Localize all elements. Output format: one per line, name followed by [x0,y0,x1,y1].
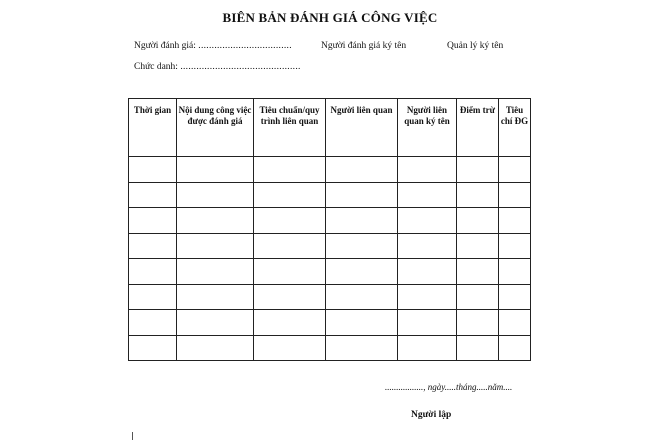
table-cell[interactable] [457,335,499,361]
header-standard: Tiêu chuẩn/quy trình liên quan [254,99,326,157]
table-cell[interactable] [499,259,531,285]
table-cell[interactable] [398,208,457,234]
header-related-signature: Người liên quan ký tên [398,99,457,157]
header-time: Thời gian [129,99,177,157]
table-cell[interactable] [129,335,177,361]
table-cell[interactable] [398,310,457,336]
table-cell[interactable] [254,310,326,336]
table-cell[interactable] [326,284,398,310]
date-line: ................., ngày.....tháng.....năm.... [385,382,513,392]
table-cell[interactable] [326,208,398,234]
table-cell[interactable] [326,157,398,183]
table-cell[interactable] [457,310,499,336]
table-cell[interactable] [254,182,326,208]
table-cell[interactable] [254,284,326,310]
table-cell[interactable] [177,259,254,285]
table-cell[interactable] [457,208,499,234]
table-cell[interactable] [177,284,254,310]
table-cell[interactable] [499,233,531,259]
table-cell[interactable] [177,335,254,361]
table-cell[interactable] [457,182,499,208]
position-dots: ............................................. [180,62,301,72]
table-cell[interactable] [457,233,499,259]
position-label: Chức danh: [134,62,178,72]
table-cell[interactable] [326,182,398,208]
table-cell[interactable] [177,233,254,259]
table-cell[interactable] [129,259,177,285]
evaluator-label: Người đánh giá: [134,41,196,51]
table-row [129,335,531,361]
page-edge-mark [132,432,133,440]
table-row [129,208,531,234]
table-cell[interactable] [398,182,457,208]
evaluation-table [128,98,531,361]
table-row [129,259,531,285]
table-cell[interactable] [499,157,531,183]
position-line [134,62,301,72]
document-title: BIÊN BẢN ĐÁNH GIÁ CÔNG VIỆC [222,10,438,25]
table-row [129,233,531,259]
table-row [129,182,531,208]
table-cell[interactable] [129,208,177,234]
table-cell[interactable] [499,284,531,310]
table-cell[interactable] [457,284,499,310]
table-cell[interactable] [254,157,326,183]
header-criteria: Tiêu chí ĐG [499,99,531,157]
table-body [129,157,531,361]
table-cell[interactable] [457,157,499,183]
table-cell[interactable] [326,259,398,285]
table-cell[interactable] [398,259,457,285]
table-cell[interactable] [129,233,177,259]
header-related-person: Người liên quan [326,99,398,157]
table-cell[interactable] [254,208,326,234]
table-cell[interactable] [326,310,398,336]
table-cell[interactable] [129,310,177,336]
table-row [129,284,531,310]
table-cell[interactable] [398,233,457,259]
table-cell[interactable] [254,259,326,285]
table-cell[interactable] [326,233,398,259]
table-cell[interactable] [129,182,177,208]
table-cell[interactable] [398,284,457,310]
header-deduction: Điểm trừ [457,99,499,157]
table-cell[interactable] [177,310,254,336]
table-row [129,157,531,183]
table-cell[interactable] [457,259,499,285]
table-cell[interactable] [398,335,457,361]
table-cell[interactable] [177,208,254,234]
table-header-row [129,99,531,157]
table-cell[interactable] [129,284,177,310]
table-cell[interactable] [254,233,326,259]
evaluator-line [134,41,292,51]
table-cell[interactable] [177,157,254,183]
evaluator-sign-label: Người đánh giá ký tên [321,41,407,51]
table-cell[interactable] [254,335,326,361]
table-cell[interactable] [326,335,398,361]
signer-label: Người lập [411,410,452,420]
header-task-content: Nội dung công việc được đánh giá [177,99,254,157]
manager-sign-label: Quản lý ký tên [447,41,504,51]
table-cell[interactable] [499,208,531,234]
table-cell[interactable] [499,310,531,336]
table-cell[interactable] [499,182,531,208]
table-cell[interactable] [398,157,457,183]
table-cell[interactable] [177,182,254,208]
table-row [129,310,531,336]
evaluator-dots: ................................... [198,41,292,51]
table-cell[interactable] [499,335,531,361]
table-cell[interactable] [129,157,177,183]
